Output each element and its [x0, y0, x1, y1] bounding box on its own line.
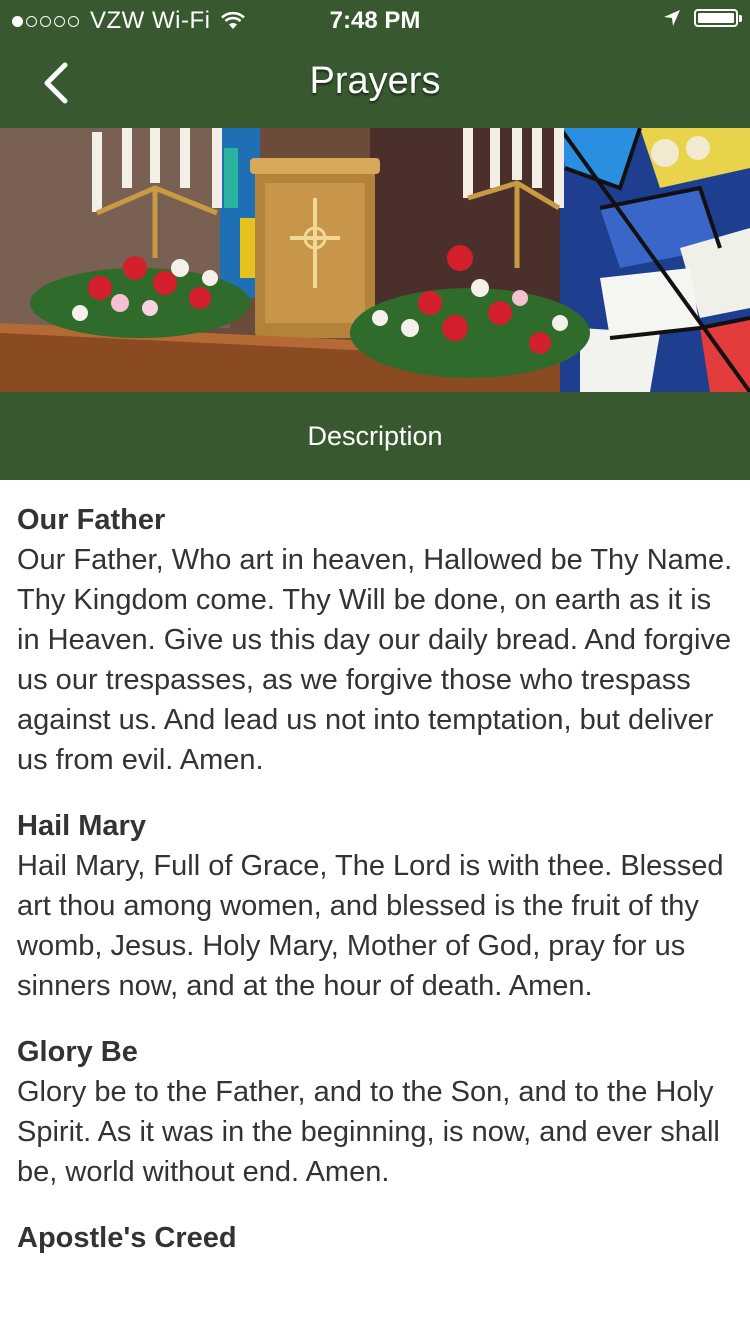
description-button-label: Description	[307, 420, 443, 451]
page-title: Prayers	[309, 60, 441, 102]
prayer-title: Hail Mary	[17, 810, 146, 842]
prayer-text: Glory be to the Father, and to the Son, and to the Holy Spirit. As it was in the beginning, is now, and ever shall be, world without end. Amen.	[17, 1076, 720, 1188]
prayer-item	[17, 1218, 733, 1258]
description-button[interactable]	[0, 392, 750, 480]
prayer-item	[17, 1032, 733, 1192]
prayer-text: Our Father, Who art in heaven, Hallowed be Thy Name. Thy Kingdom come. Thy Will be done, on earth as it is in Heaven. Give us this day our daily bread. And forgive us our trespasses, as we forgive those who trespass against us. And lead us not into temptation, but deliver us from evil. Amen.	[17, 544, 733, 776]
top-bar	[0, 0, 750, 128]
prayer-title: Our Father	[17, 504, 166, 536]
prayer-title: Apostle's Creed	[17, 1222, 237, 1254]
battery-icon	[694, 9, 738, 27]
prayer-item	[17, 500, 733, 780]
status-time: 7:48 PM	[329, 7, 421, 34]
prayers-list	[17, 500, 733, 1284]
status-bar	[0, 0, 750, 40]
carrier-name: VZW Wi-Fi	[90, 7, 211, 34]
altar-hero-image	[0, 128, 750, 392]
altar-illustration	[0, 128, 750, 392]
prayer-text: Hail Mary, Full of Grace, The Lord is with thee. Blessed art thou among women, and blessed is the fruit of thy womb, Jesus. Holy Mary, Mother of God, pray for us sinners now, and at the hour of death. Amen.	[17, 850, 724, 1002]
location-arrow-icon	[662, 8, 682, 28]
nav-bar	[0, 40, 750, 128]
status-right	[662, 8, 738, 28]
prayer-title: Glory Be	[17, 1036, 138, 1068]
prayer-item	[17, 806, 733, 1006]
